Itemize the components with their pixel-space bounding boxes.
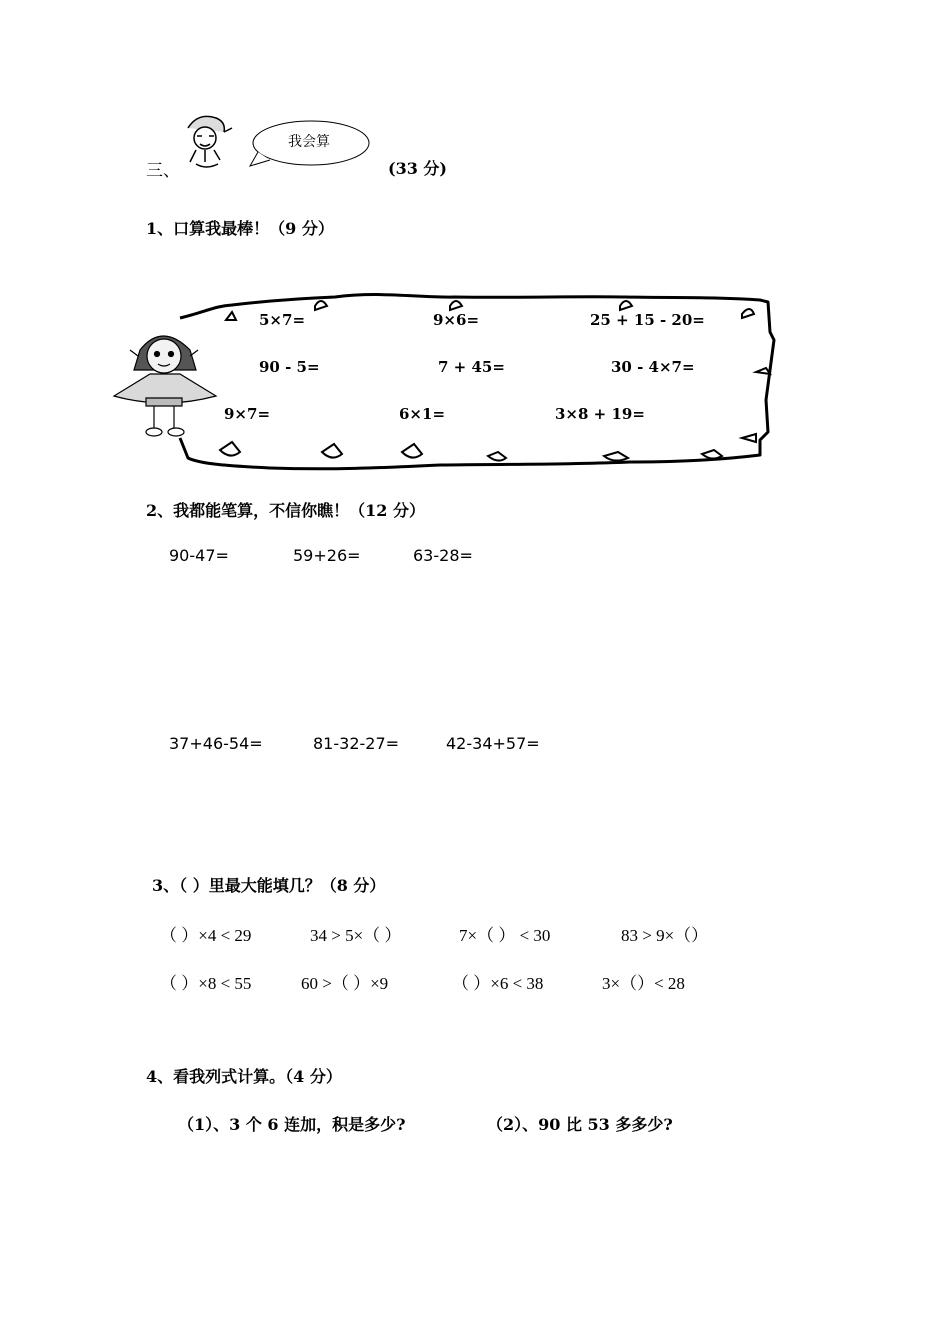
q3-problem: 60 >（ ）×9 [301, 974, 389, 993]
q1-problem: 5×7= [259, 311, 306, 329]
speech-bubble-text: 我会算 [288, 134, 330, 150]
q3-title: 3、（ ）里最大能填几？（8 分） [152, 876, 386, 895]
section-number: 三、 [146, 161, 180, 181]
q2-problem: 37+46-54= [169, 734, 263, 753]
q2-problem: 90-47= [169, 546, 229, 565]
q1-problem: 25 + 15 - 20= [590, 311, 705, 329]
q2-title: 2、我都能笔算，不信你瞧！（12 分） [146, 501, 425, 520]
q1-title: 1、口算我最棒！（9 分） [146, 219, 334, 238]
q1-problem: 7 + 45= [438, 358, 505, 376]
q4-item: （2）、90 比 53 多多少? [487, 1115, 673, 1134]
q1-problem: 3×8 + 19= [555, 405, 645, 423]
q2-problem: 59+26= [293, 546, 361, 565]
q1-problem: 9×6= [433, 311, 480, 329]
q1-problem: 6×1= [399, 405, 446, 423]
q3-problem: （ ）×8 < 55 [160, 974, 252, 993]
q1-problem: 90 - 5= [259, 358, 320, 376]
q1-problem: 30 - 4×7= [611, 358, 695, 376]
q2-problem: 42-34+57= [446, 734, 540, 753]
q3-problem: （ ）×4 < 29 [160, 926, 252, 945]
q2-problem: 63-28= [413, 546, 473, 565]
q4-title: 4、看我列式计算。（4 分） [146, 1067, 342, 1086]
q3-problem: 83 > 9×（） [621, 926, 709, 945]
section-points: (33 分) [388, 159, 447, 178]
cartoon-girl-icon [114, 336, 216, 436]
q3-problem: 3×（）< 28 [602, 974, 685, 993]
q3-problem: 34 > 5×（ ） [310, 926, 402, 945]
q3-problem: （ ）×6 < 38 [452, 974, 544, 993]
q4-item: （1）、3 个 6 连加，积是多少? [178, 1115, 406, 1134]
q3-problem: 7×（ ） < 30 [459, 926, 551, 945]
cartoon-pirate-icon [188, 116, 232, 167]
q1-problem: 9×7= [224, 405, 271, 423]
q2-problem: 81-32-27= [313, 734, 400, 753]
